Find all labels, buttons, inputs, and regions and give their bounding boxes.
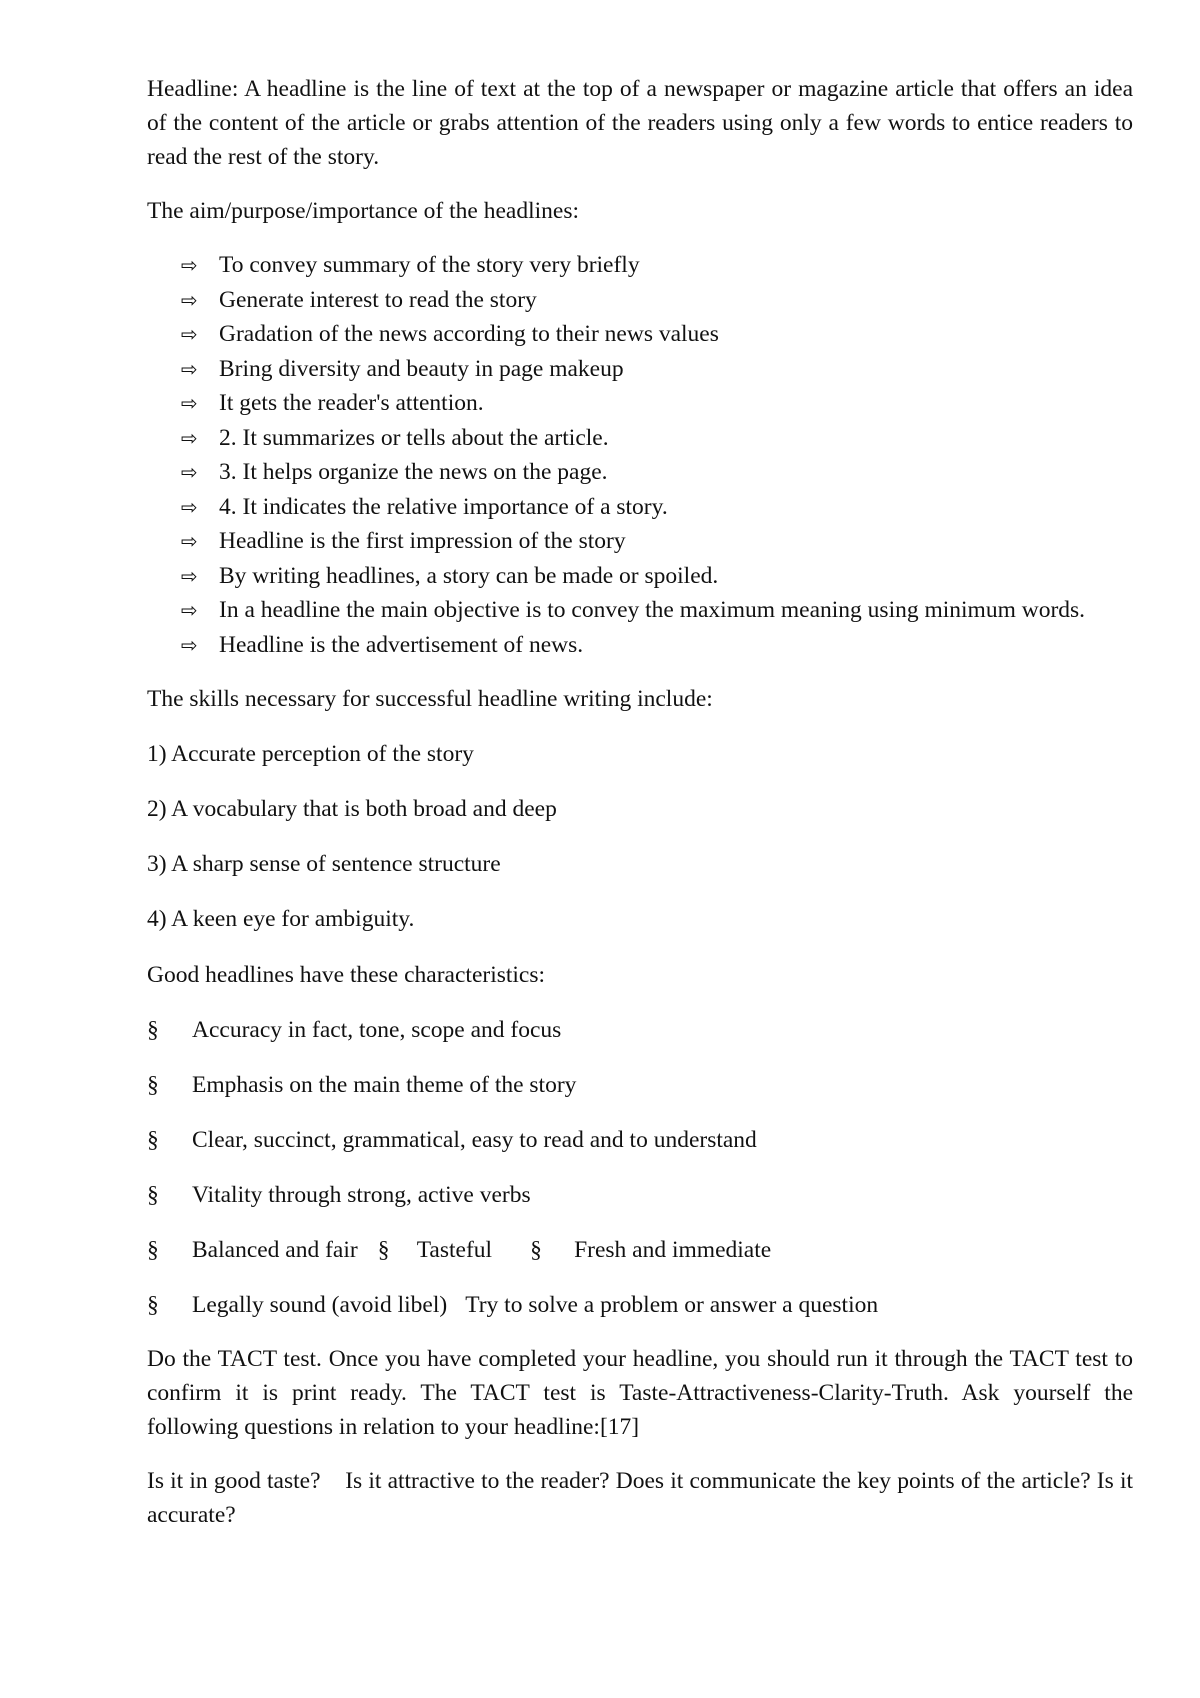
- skills-item: 4) A keen eye for ambiguity.: [147, 906, 415, 932]
- list-item-text: In a headline the main objective is to convey the maximum meaning using minimum words.: [219, 597, 1086, 623]
- arrow-right-icon: ⇨: [181, 253, 198, 277]
- tact-paragraph: Do the TACT test. Once you have completed your headline, you should run it through the TACT test to confirm it is print ready. The TACT test is Taste-Attractiveness-Clarity-Truth. Ask yourself the following questions in relation to your headline:[17]: [147, 1346, 1133, 1440]
- list-item-text: Gradation of the news according to their news values: [219, 321, 719, 347]
- skills-item: 1) Accurate perception of the story: [147, 741, 474, 767]
- list-item: [147, 524, 1133, 559]
- list-item: [147, 628, 1133, 663]
- list-item-text: Emphasis on the main theme of the story: [192, 1072, 577, 1098]
- section-sign-icon: §: [147, 1127, 159, 1153]
- aim-heading: The aim/purpose/importance of the headlines:: [147, 198, 579, 224]
- arrow-right-icon: ⇨: [181, 529, 198, 553]
- list-item-text: Bring diversity and beauty in page makeup: [219, 355, 624, 382]
- section-sign-icon: §: [147, 1182, 159, 1208]
- list-item: [147, 352, 1133, 387]
- list-item: [147, 1288, 1133, 1322]
- list-item: [147, 1233, 1133, 1267]
- aim-list: [147, 248, 1133, 662]
- list-item-text: Try to solve a problem or answer a question: [465, 1292, 879, 1318]
- list-item: [147, 1123, 1133, 1157]
- section-sign-icon: §: [377, 1237, 390, 1263]
- document-page: [147, 72, 1139, 1532]
- skills-heading: The skills necessary for successful headline writing include:: [147, 686, 713, 712]
- skills-item: 3) A sharp sense of sentence structure: [147, 851, 501, 877]
- list-item: [147, 1068, 1133, 1102]
- skills-list: [147, 737, 1133, 936]
- arrow-right-icon: ⇨: [181, 425, 198, 450]
- arrow-right-icon: ⇨: [181, 494, 198, 519]
- characteristics-list: [147, 1013, 1133, 1322]
- list-item: [147, 593, 1133, 628]
- section-sign-icon: §: [530, 1237, 542, 1263]
- list-item-text: By writing headlines, a story can be made or spoiled.: [219, 562, 719, 589]
- list-item-text: Vitality through strong, active verbs: [192, 1182, 531, 1208]
- arrow-right-icon: ⇨: [181, 391, 198, 415]
- list-item: [147, 490, 1133, 525]
- list-item-text: Accuracy in fact, tone, scope and focus: [192, 1017, 562, 1043]
- list-item: [147, 386, 1133, 421]
- list-item: [147, 317, 1133, 352]
- list-item-text: Tasteful: [416, 1237, 493, 1263]
- list-item-text: Headline is the advertisement of news.: [219, 631, 584, 658]
- list-item-text: It gets the reader's attention.: [219, 390, 484, 416]
- characteristics-heading: Good headlines have these characteristics:: [147, 962, 546, 988]
- list-item-text: 4. It indicates the relative importance of a story.: [219, 493, 668, 520]
- section-sign-icon: §: [147, 1237, 159, 1263]
- list-item: [147, 1013, 1133, 1047]
- arrow-right-icon: ⇨: [181, 598, 198, 622]
- skills-item: 2) A vocabulary that is both broad and deep: [147, 796, 557, 822]
- list-item-text: Headline is the first impression of the story: [219, 528, 626, 554]
- list-item-text: To convey summary of the story very briefly: [219, 252, 640, 278]
- list-item: [147, 248, 1133, 283]
- list-item-text: 3. It helps organize the news on the page.: [219, 459, 608, 485]
- list-item-text: Legally sound (avoid libel): [192, 1292, 448, 1318]
- list-item-text: 2. It summarizes or tells about the article.: [219, 424, 609, 451]
- arrow-right-icon: ⇨: [181, 632, 198, 657]
- arrow-right-icon: ⇨: [181, 460, 198, 484]
- headline-definition: Headline: A headline is the line of text at the top of a newspaper or magazine article that offers an idea of the content of the article or grabs attention of the readers using only a few words to entice readers to read the rest of the story.: [147, 76, 1133, 170]
- tact-questions: Is it in good taste? Is it attractive to the reader? Does it communicate the key points of the article? Is it accurate?: [147, 1468, 1139, 1528]
- list-item-text: Clear, succinct, grammatical, easy to read and to understand: [192, 1127, 757, 1153]
- list-item: [147, 455, 1133, 490]
- arrow-right-icon: ⇨: [181, 287, 198, 312]
- list-item: [147, 559, 1133, 594]
- section-sign-icon: §: [147, 1072, 159, 1098]
- arrow-right-icon: ⇨: [181, 563, 198, 588]
- section-sign-icon: §: [147, 1017, 159, 1043]
- list-item: [147, 421, 1133, 456]
- arrow-right-icon: ⇨: [181, 356, 198, 381]
- list-item-text: Balanced and fair: [192, 1237, 358, 1263]
- arrow-right-icon: ⇨: [181, 322, 198, 346]
- list-item-text: Generate interest to read the story: [219, 286, 537, 313]
- list-item: [147, 1178, 1133, 1212]
- section-sign-icon: §: [147, 1292, 159, 1318]
- list-item: [147, 283, 1133, 318]
- list-item-text: Fresh and immediate: [574, 1237, 772, 1263]
